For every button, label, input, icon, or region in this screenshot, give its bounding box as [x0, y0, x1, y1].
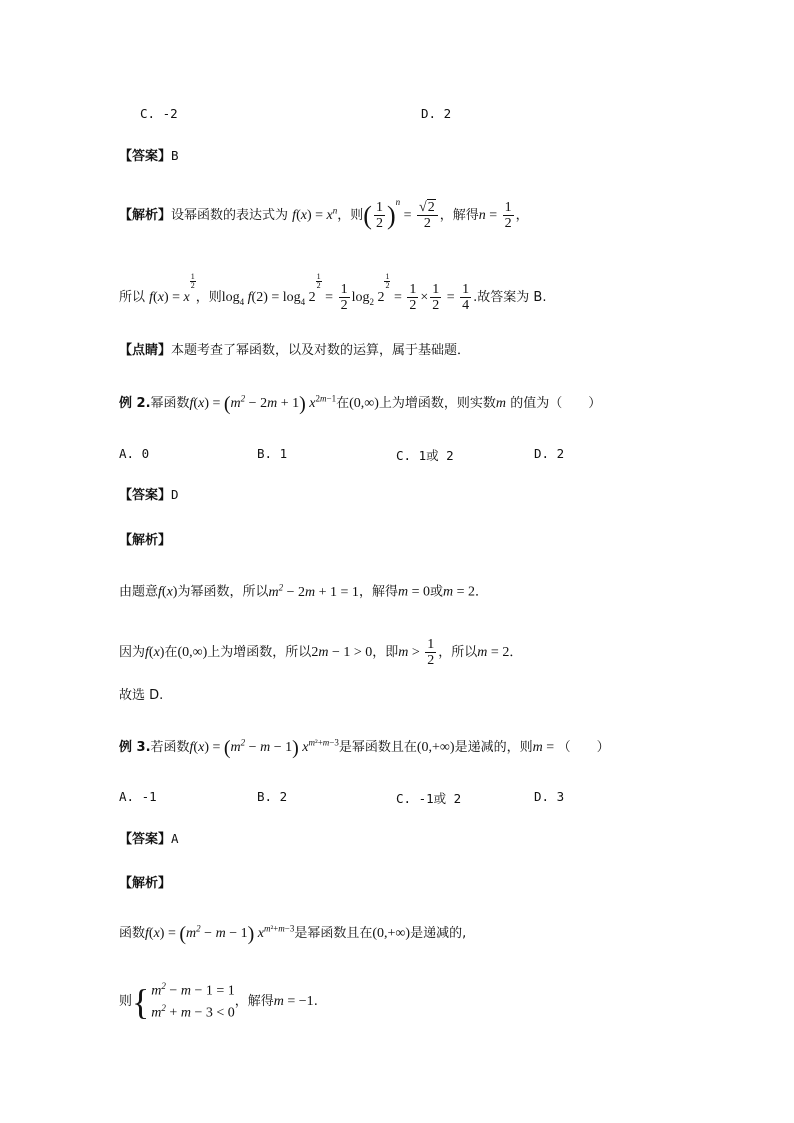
ex2-option-b: B. 1 — [257, 446, 288, 461]
formula-n-value: n = $\frac{1}{2}$ — [478, 200, 512, 232]
ex3-option-d: D. 3 — [534, 789, 565, 804]
formula-f-def: f(x) = x $\frac{1}{2}$ — [149, 272, 195, 306]
equation-system: { $m^2 - m - 1 = 1$ $m^2 + m - 3 < 0$ — [132, 981, 235, 1022]
ex2-option-d: D. 2 — [534, 446, 565, 461]
comment-line: 【点睛】本题考查了幂函数，以及对数的运算，属于基础题． — [119, 343, 471, 358]
ex2-answer: 【答案】D — [119, 487, 179, 503]
formula-ex3-function: $f(x) = (m^2 - m - 1)$ $x^{m^2+m-3}$ — [189, 737, 339, 759]
ex3-option-c: C. -1或 2 — [396, 791, 462, 806]
ex3-option-b: B. 2 — [257, 789, 288, 804]
ex2-analysis-line-2: 因为f(x)在(0,∞)上为增函数，所以2m − 1 > 0，即m > $\frac{1}{2}$ ，所以m = 2． — [119, 637, 523, 669]
analysis-line-1: 【解析】设幂函数的表达式为 $f(x) = x^n$，则( $\frac{1}{2}$ )$^n$ = $\frac{√2}{2}$ ，解得n = $\frac{1}{2}$ ， — [119, 197, 529, 232]
formula-ex2-interval: (0,∞) — [349, 396, 379, 412]
ex3-analysis-label: 【解析】 — [119, 876, 172, 891]
answer-line: 【答案】B — [119, 148, 179, 164]
formula-ex2-function: $f(x) = (m^2 - 2m + 1)$ $x^{2m-1}$ — [189, 393, 337, 415]
example-3-stem: 例 3.若函数$f(x) = (m^2 - m - 1)$ $x^{m^2+m-3}$是幂函数且在(0,+∞)是递减的，则m = （ ） — [119, 737, 610, 759]
ex2-option-c: C. 1或 2 — [396, 448, 454, 463]
formula-half-pow: ( $\frac{1}{2}$ )$^n$ = $\frac{√2}{2}$ — [363, 208, 439, 223]
option-c: C. -2 — [140, 106, 178, 121]
formula-log-calc: $\log_4 f(2) = \log_4 2$ $\frac{1}{2}$ = $\frac{1}{2}$ $\log_2 2$ $\frac{1}{2}$ = $\frac{1}{2}$ × $\frac{1}{2}$ = $\frac{1}{4}$ — [221, 272, 470, 314]
ex3-analysis-line-2: 则 { $m^2 - m - 1 = 1$ $m^2 + m - 3 < 0$ ，解得m = −1. — [119, 981, 318, 1022]
ex3-answer: 【答案】A — [119, 831, 179, 847]
option-d: D. 2 — [421, 106, 452, 121]
variable-m: m — [495, 396, 507, 412]
ex2-analysis-line-1: 由题意f(x)为幂函数，所以$m^2 - 2m + 1 = 1$，解得m = 0或m = 2． — [119, 582, 489, 600]
ex3-analysis-line-1: 函数$f(x) = (m^2 - m - 1)$ $x^{m^2+m-3}$是幂函数且在(0,+∞)是递减的, — [119, 923, 467, 945]
analysis-line-2: 所以 f(x) = x $\frac{1}{2}$ ，则$\log_4 f(2) = \log_4 2$ $\frac{1}{2}$ = $\frac{1}{2}$ $\log_2 2$ $\frac{1}{2}$ = $\frac{1}{2}$ × $\frac{1}{2}$ = $\frac{1}{4}$ .故答案为 B. — [119, 272, 547, 314]
formula-power-def: $f(x) = x^n$ — [292, 205, 338, 224]
example-2-stem: 例 2.幂函数$f(x) = (m^2 - 2m + 1)$ $x^{2m-1}$在(0,∞)上为增函数，则实数m 的值为（ ） — [119, 393, 602, 415]
ex3-option-a: A. -1 — [119, 789, 157, 804]
ex2-conclusion: 故选 D. — [119, 688, 164, 703]
ex2-analysis-label: 【解析】 — [119, 533, 172, 548]
ex2-option-a: A. 0 — [119, 446, 150, 461]
